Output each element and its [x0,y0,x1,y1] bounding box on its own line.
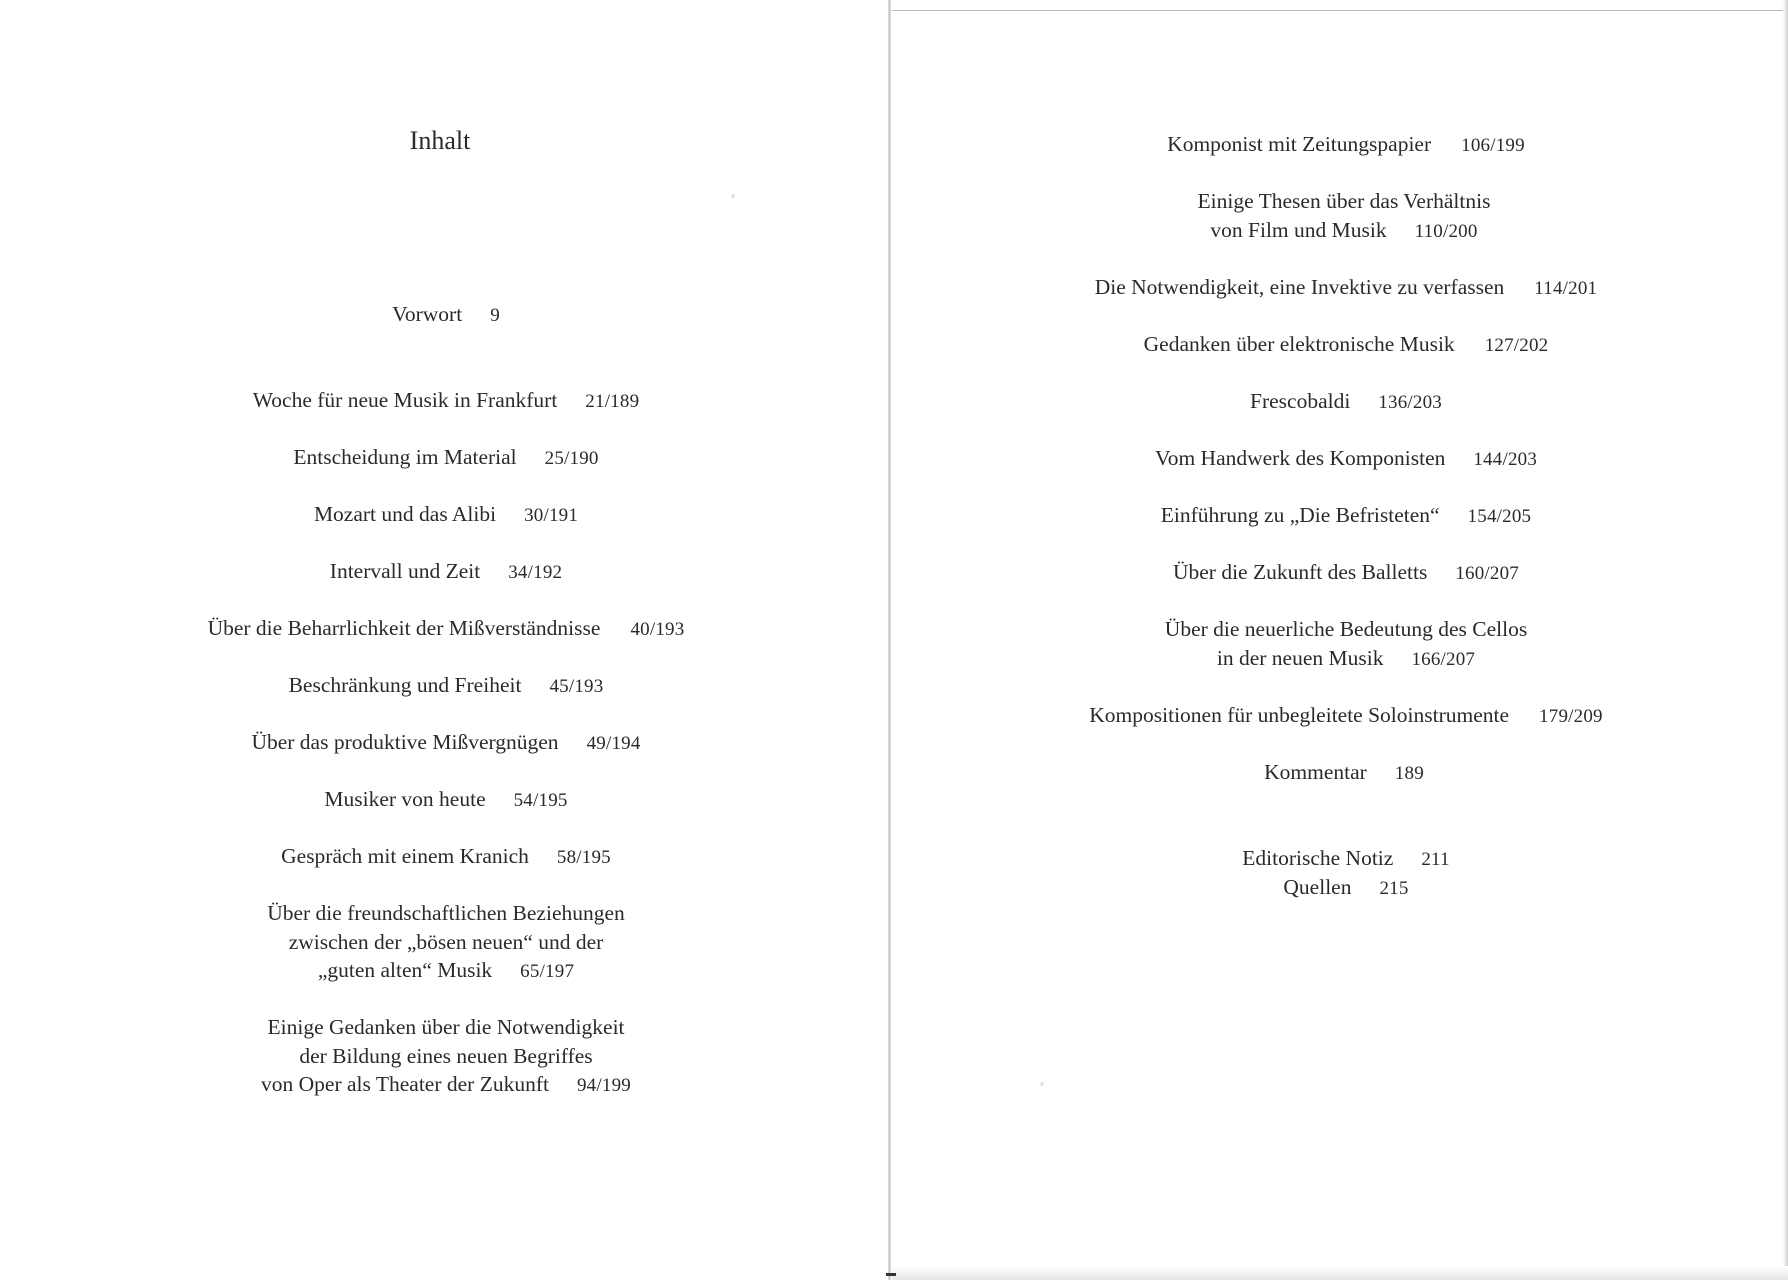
toc-entry-page: 189 [1394,763,1424,784]
toc-entry [898,615,1788,674]
toc-entry-page: 154/205 [1467,506,1532,527]
scan-speck: ⸗ [731,188,735,202]
toc-entry-title: Gespräch mit einem Kranich [281,844,529,868]
toc-entry [898,558,1788,589]
toc-entry [0,300,892,331]
toc-entry [898,330,1788,361]
toc-entry-page: 21/189 [585,391,640,412]
toc-entry-page: 94/199 [576,1075,631,1096]
toc-entry [898,501,1788,532]
toc-entry-page: 144/203 [1473,449,1538,470]
page-title: Inhalt [409,126,471,155]
toc-entry-title: Musiker von heute [324,787,486,811]
toc-entry-page: 136/203 [1378,392,1442,413]
toc-entry-title: Einführung zu „Die Befristeten“ [1160,503,1440,527]
toc-entry-title: Vorwort [392,302,463,326]
toc-entry-line: zwischen der „bösen neuen“ und der [288,929,604,954]
toc-entry [898,387,1788,418]
toc-entry [898,444,1788,475]
toc-entry-line: Über die freundschaftlichen Beziehungen [267,901,625,925]
toc-entry-page: 34/192 [508,562,563,583]
toc-entry-line: von Film und Musik [1210,217,1387,242]
toc-entry-title: Über die Beharrlichkeit der Mißverständnisse [207,616,601,640]
toc-entry [0,842,892,873]
toc-entry-title: Mozart und das Alibi [313,502,497,526]
toc-entry-line: Über die neuerliche Bedeutung des Cellos [1164,617,1528,641]
toc-entry [0,443,892,474]
toc-entry [0,728,892,759]
toc-entry [898,273,1788,304]
toc-entry-page: 54/195 [513,790,568,811]
toc-entry-page: 114/201 [1534,278,1598,299]
toc-entry-title: Frescobaldi [1250,389,1351,413]
toc-entry [0,614,892,645]
gutter-mark [886,1273,896,1276]
toc-entry [0,899,892,987]
toc-entry [896,758,1788,789]
toc-entry [896,187,1788,246]
toc-entry-page: 65/197 [520,961,575,982]
toc-entry-title: Intervall und Zeit [329,559,481,583]
toc-entry [0,785,892,816]
toc-entry-page: 40/193 [630,619,685,640]
toc-entry-page: 106/199 [1461,135,1525,156]
toc-entry-page: 211 [1421,849,1450,870]
toc-entry-line: in der neuen Musik [1216,645,1384,670]
toc-entry-page: 127/202 [1484,335,1549,356]
page-bottom-shadow [892,1266,1788,1280]
toc-entry-title: Quellen [1283,875,1352,899]
toc-entry [0,557,892,588]
toc-entry-title: Woche für neue Musik in Frankfurt [252,388,558,412]
toc-entry-page: 25/190 [544,448,599,469]
toc-entry-title: Die Notwendigkeit, eine Invektive zu verfassen [1094,275,1505,299]
toc-entry-title: Beschränkung und Freiheit [288,673,522,697]
toc-entry [898,130,1788,161]
toc-entry-title: Kompositionen für unbegleitete Soloinstrumente [1089,703,1510,727]
left-page [0,0,892,1280]
book-gutter [888,0,891,1280]
toc-entry [0,1013,892,1101]
toc-entry [0,500,892,531]
toc-entry [0,386,892,417]
toc-entry-line: Einige Gedanken über die Notwendigkeit [267,1015,625,1039]
toc-entry-page: 58/195 [556,847,611,868]
toc-entry-title: Editorische Notiz [1242,846,1394,870]
toc-entry [898,844,1788,875]
toc-entry-page: 49/194 [586,733,641,754]
toc-entry-page: 45/193 [549,676,604,697]
toc-entry-line: „guten alten“ Musik [317,958,493,982]
right-page [892,0,1788,1280]
toc-entry-page: 9 [490,305,500,326]
toc-entry [0,671,892,702]
toc-entry-line: der Bildung eines neuen Begriffes [299,1043,593,1068]
toc-entry-title: Gedanken über elektronische Musik [1143,332,1455,356]
toc-entry-line: Einige Thesen über das Verhältnis [1197,189,1491,213]
toc-entry [898,873,1788,904]
toc-entry-title: Über die Zukunft des Balletts [1172,560,1428,584]
toc-entry-title: Entscheidung im Material [293,445,517,469]
toc-entry-line: von Oper als Theater der Zukunft [261,1072,549,1096]
toc-entry-title: Kommentar [1264,760,1367,784]
page-top-edge [892,10,1788,11]
page-right-edge [1783,0,1788,1280]
toc-entry-page: 166/207 [1411,648,1476,670]
toc-entry-title: Komponist mit Zeitungspapier [1167,132,1432,156]
scan-speck: ⸗ [1040,1076,1044,1090]
toc-entry-page: 110/200 [1414,220,1478,242]
toc-entry-page: 215 [1379,878,1409,899]
toc-entry-page: 160/207 [1455,563,1520,584]
toc-entry-title: Über das produktive Mißvergnügen [251,730,559,754]
toc-entry [898,701,1788,732]
toc-entry-page: 179/209 [1539,706,1603,727]
toc-entry-title: Vom Handwerk des Komponisten [1154,446,1446,470]
toc-entry-page: 30/191 [524,505,579,526]
